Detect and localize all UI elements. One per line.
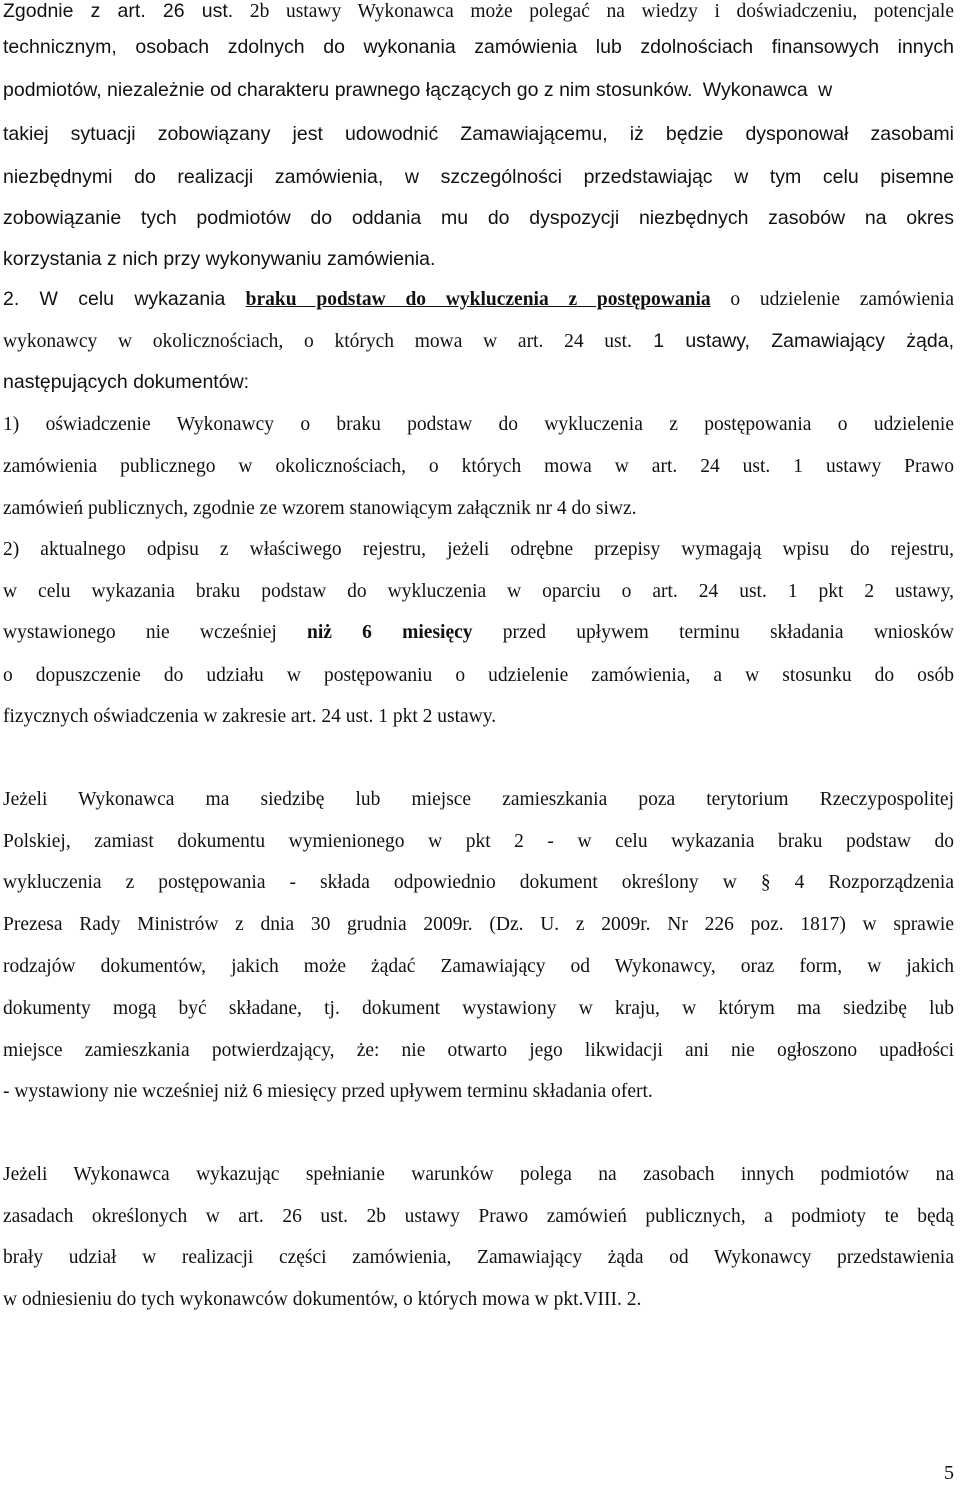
text-span: Wykonawca w — [692, 79, 833, 101]
text-line: Jeżeli Wykonawca ma siedzibę lub miejsce zamieszkania poza terytorium Rzeczypospolitej — [3, 789, 954, 810]
text-line: Jeżeli Wykonawca wykazując spełnianie warunków polega na zasobach innych podmiotów na — [3, 1164, 954, 1185]
text-line: następujących dokumentów: — [3, 371, 250, 393]
text-line: zamówień publicznych, zgodnie ze wzorem stanowiącym załącznik nr 4 do siwz. — [3, 498, 637, 519]
text-line: dokumenty mogą być składane, tj. dokument wystawiony w kraju, w którym ma siedzibę lub — [3, 998, 954, 1019]
text-line: Polskiej, zamiast dokumentu wymienionego w pkt 2 - w celu wykazania braku podstaw do — [3, 831, 954, 852]
text-span: W celu wykazania — [19, 288, 246, 310]
text-line: miejsce zamieszkania potwierdzający, że: nie otwarto jego likwidacji ani nie ogłoszono upadłości — [3, 1040, 954, 1061]
text-span: podmiotów, niezależnie od charakteru prawnego łączących go z nim stosunków. — [3, 79, 693, 101]
text-line — [3, 70, 954, 111]
emphasized-phrase: niż 6 miesięcy — [307, 622, 473, 643]
text-line: Prezesa Rady Ministrów z dnia 30 grudnia 2009r. (Dz. U. z 2009r. Nr 226 poz. 1817) w sprawie — [3, 914, 954, 935]
page-number: 5 — [944, 1462, 954, 1484]
text-line: niezbędnymi do realizacji zamówienia, w szczególności przedstawiając w tym celu pisemne — [3, 166, 954, 188]
text-line: w odniesieniu do tych wykonawców dokumentów, o których mowa w pkt.VIII. 2. — [3, 1289, 642, 1310]
emphasized-phrase: braku podstaw do wykluczenia z postępowania — [245, 289, 711, 310]
text-span: o udzielenie zamówienia — [710, 289, 954, 310]
text-line: brały udział w realizacji części zamówienia, Zamawiający żąda od Wykonawcy przedstawienia — [3, 1247, 954, 1268]
text-line: - wystawiony nie wcześniej niż 6 miesięcy przed upływem terminu składania ofert. — [3, 1081, 653, 1102]
text-line: zamówienia publicznego w okolicznościach, o których mowa w art. 24 ust. 1 ustawy Prawo — [3, 456, 954, 477]
text-span: wystawionego nie wcześniej — [3, 622, 308, 643]
text-line: korzystania z nich przy wykonywaniu zamówienia. — [3, 248, 436, 270]
text-line — [3, 279, 954, 320]
text-line: takiej sytuacji zobowiązany jest udowodnić Zamawiającemu, iż będzie dysponował zasobami — [3, 123, 954, 145]
text-span: 2b ustawy Wykonawca może polegać na wiedzy i doświadczeniu, potencjale — [233, 1, 955, 22]
text-line: rodzajów dokumentów, jakich może żądać Zamawiający od Wykonawcy, oraz form, w jakich — [3, 956, 954, 977]
text-line — [3, 321, 954, 362]
text-span: wykonawcy w okolicznościach, o których mowa w art. 24 ust. — [3, 331, 632, 352]
text-span: przed upływem terminu składania wniosków — [472, 622, 954, 643]
text-line: zobowiązanie tych podmiotów do oddania mu do dyspozycji niezbędnych zasobów na okres — [3, 207, 954, 229]
text-line: 1) oświadczenie Wykonawcy o braku podstaw do wykluczenia z postępowania o udzielenie — [3, 414, 954, 435]
text-line: o dopuszczenie do udziału w postępowaniu o udzielenie zamówienia, a w stosunku do osób — [3, 665, 954, 686]
text-line: fizycznych oświadczenia w zakresie art. 24 ust. 1 pkt 2 ustawy. — [3, 706, 497, 727]
text-line: 2) aktualnego odpisu z właściwego rejestru, jeżeli odrębne przepisy wymagają wpisu do rejestru, — [3, 539, 954, 560]
text-line — [3, 612, 954, 653]
text-span: 2. — [3, 288, 20, 310]
text-line: zasadach określonych w art. 26 ust. 2b ustawy Prawo zamówień publicznych, a podmioty te będą — [3, 1206, 954, 1227]
text-span: 1 ustawy, Zamawiający żąda, — [631, 330, 954, 352]
text-line: wykluczenia z postępowania - składa odpowiednio dokument określony w § 4 Rozporządzenia — [3, 872, 954, 893]
text-line: w celu wykazania braku podstaw do wykluczenia w oparciu o art. 24 ust. 1 pkt 2 ustawy, — [3, 581, 954, 602]
text-span: Zgodnie z art. 26 ust. — [3, 0, 234, 22]
text-line: technicznym, osobach zdolnych do wykonania zamówienia lub zdolnościach finansowych innych — [3, 36, 954, 58]
